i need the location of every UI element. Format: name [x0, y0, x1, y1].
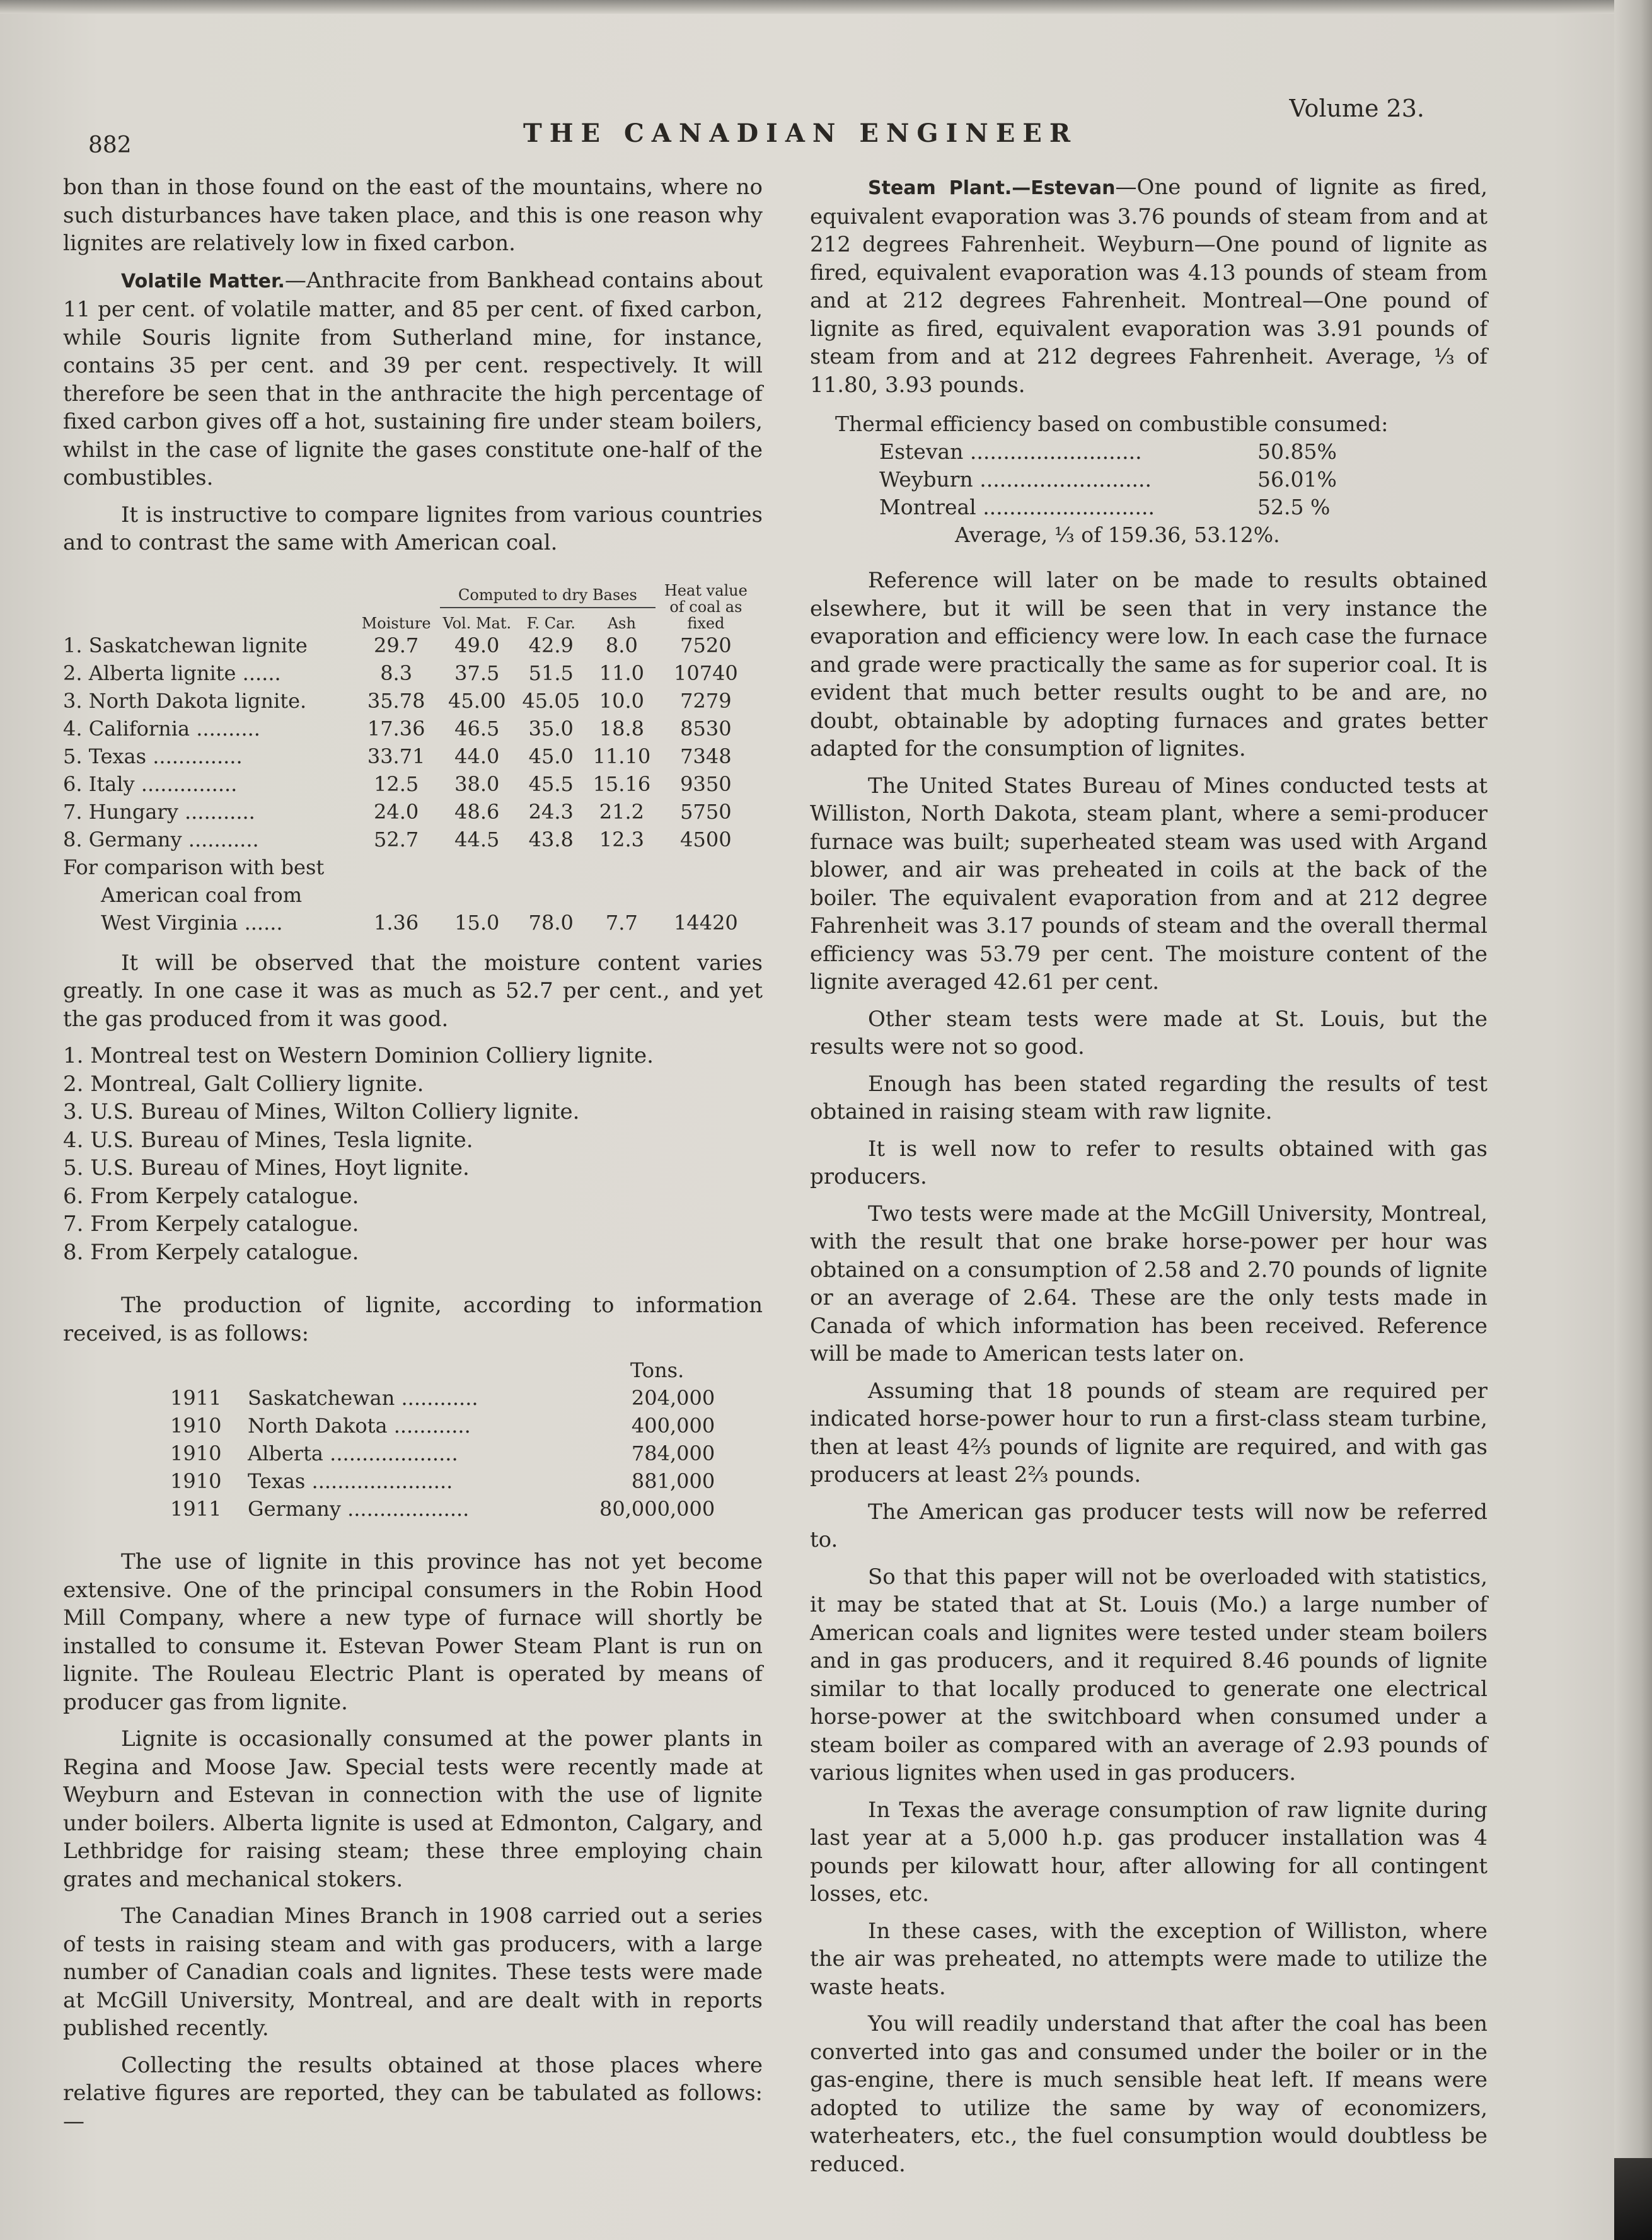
- thermal-efficiency-block: [835, 410, 1487, 549]
- paragraph-steam-plant: [810, 173, 1487, 399]
- table-cell-vol: 45.00: [448, 688, 506, 713]
- table-row: [63, 881, 756, 909]
- table-comparison-label: For comparison with best: [63, 855, 325, 879]
- table-cell-moisture: 12.5: [374, 771, 419, 796]
- table-cell-name: North Dakota ............: [248, 1414, 471, 1438]
- thermal-name: Montreal ..........................: [879, 495, 1155, 519]
- table-cell-vol: 49.0: [454, 633, 500, 657]
- table-row: [63, 632, 756, 659]
- table-row: [63, 826, 756, 853]
- paragraph: You will readily understand that after the coal has been converted into gas and consumed under the boiler or in the gas-engine, there is much sensible heat left. If means were adopted to utilize the same by way of economizers, waterheaters, etc., the fuel consumption would doubtless be reduced.: [810, 2011, 1487, 2177]
- table-cell-name: 8. Germany ...........: [63, 827, 259, 852]
- table-row: [63, 770, 756, 798]
- table-cell-vol: 46.5: [454, 716, 500, 741]
- section-heading: Volatile Matter.: [121, 270, 285, 292]
- table-cell-tons: 80,000,000: [599, 1497, 715, 1521]
- paragraph: Collecting the results obtained at those places where relative figures are reported, they can be tabulated as follows:—: [63, 2052, 763, 2134]
- table-row: [170, 1384, 726, 1412]
- table-cell-moisture: 24.0: [374, 799, 419, 824]
- table-cell-moisture: 33.71: [367, 744, 425, 768]
- notes-list: [63, 1042, 763, 1266]
- table-cell-heat: 7520: [680, 633, 732, 657]
- table-cell-fcar: 78.0: [528, 910, 574, 935]
- table-cell-name: 5. Texas ..............: [63, 744, 243, 768]
- table-row: [63, 687, 756, 715]
- paragraph: The production of lignite, according to information received, is as follows:: [63, 1293, 763, 1346]
- paragraph: The Canadian Mines Branch in 1908 carried out a series of tests in raising steam and with gas producers, with a large number of Canadian coals and lignites. These tests were made at McGill University, Montreal, and are dealt with in reports published recently.: [63, 1903, 763, 2041]
- table-cell-ash: 7.7: [605, 910, 638, 935]
- section-heading: Steam Plant.—Estevan: [868, 177, 1116, 199]
- table-cell-vol: 48.6: [454, 799, 500, 824]
- table-cell-heat: 7279: [680, 688, 732, 713]
- production-body: [170, 1384, 726, 1523]
- table-cell-fcar: 42.9: [528, 633, 574, 657]
- left-column: [63, 173, 763, 2144]
- list-item: 8. From Kerpely catalogue.: [63, 1239, 359, 1265]
- table-cell-heat: 4500: [680, 827, 732, 852]
- table-cell-tons: 400,000: [631, 1414, 715, 1438]
- table-cell-fcar: 51.5: [528, 661, 574, 685]
- table-cell-name: 2. Alberta lignite ......: [63, 661, 281, 685]
- table-cell-year: 1911: [170, 1386, 222, 1410]
- table-cell-vol: 44.5: [454, 827, 500, 852]
- table-cell-vol: 15.0: [454, 910, 500, 935]
- table-cell-vol: 44.0: [454, 744, 500, 768]
- table-header-ash: Ash: [607, 614, 636, 632]
- thermal-name: Weyburn ..........................: [879, 467, 1152, 492]
- table-cell-ash: 8.0: [605, 633, 638, 657]
- thermal-rows: [835, 438, 1487, 521]
- paragraph: bon than in those found on the east of the mountains, where no such disturbances have taken place, and this is one reason why lignites are relatively low in fixed carbon.: [63, 175, 763, 256]
- table-header-heat-value: Heat value of coal as fixed: [664, 581, 748, 632]
- table-row: [170, 1412, 726, 1440]
- table-header-moisture: Moisture: [361, 614, 431, 632]
- list-item: 1. Montreal test on Western Dominion Colliery lignite.: [63, 1043, 654, 1068]
- table-row: [63, 715, 756, 742]
- table-cell-tons: 204,000: [631, 1386, 715, 1410]
- table-header-vol-mat: Vol. Mat.: [442, 614, 512, 632]
- thermal-average: Average, ⅓ of 159.36, 53.12%.: [955, 522, 1280, 547]
- running-header: [88, 95, 1443, 164]
- table-row: [63, 659, 756, 687]
- table-cell-name: West Virginia ......: [101, 910, 283, 935]
- paragraph-text: —One pound of lignite as fired, equivalent evaporation was 3.76 pounds of steam from and at 212 degrees Fahrenheit. Weyburn—One pound of lignite as fired, equivalent evaporation was 4.13 pounds of steam from and at 212 degrees Fahrenheit. Montreal—One pound of lignite as fired, equivalent evaporation was 3.91 pounds of steam from and at 212 degrees Fahrenheit. Average, ⅓ of 11.80, 3.93 pounds.: [810, 175, 1487, 398]
- table-cell-blank: [170, 1356, 248, 1384]
- thermal-row: [879, 466, 1487, 494]
- table-cell-moisture: 17.36: [367, 716, 425, 741]
- paragraph: It is instructive to compare lignites from various countries and to contrast the same with American coal.: [63, 502, 763, 555]
- table-cell-name: 6. Italy ...............: [63, 771, 238, 796]
- table-cell-fcar: 45.0: [528, 744, 574, 768]
- table-row: [63, 853, 756, 881]
- thermal-value: 56.01%: [1257, 467, 1337, 492]
- table-header-row: [63, 582, 756, 608]
- table-row: [63, 909, 756, 937]
- table-cell-moisture: 1.36: [374, 910, 419, 935]
- page-top-edge: [0, 0, 1652, 14]
- table-cell-heat: 7348: [680, 744, 732, 768]
- thermal-value: 52.5 %: [1257, 495, 1331, 519]
- table-cell-ash: 12.3: [599, 827, 644, 852]
- table-row: [170, 1467, 726, 1495]
- paragraph: It is well now to refer to results obtained with gas producers.: [810, 1136, 1487, 1189]
- paragraph: It will be observed that the moisture content varies greatly. In one case it was as much as 52.7 per cent., and yet the gas produced from it was good.: [63, 950, 763, 1032]
- table-cell-fcar: 45.05: [522, 688, 581, 713]
- table-cell-heat: 14420: [673, 910, 738, 935]
- list-item: 7. From Kerpely catalogue.: [63, 1211, 359, 1237]
- list-item: 4. U.S. Bureau of Mines, Tesla lignite.: [63, 1127, 473, 1153]
- table-cell-name: Saskatchewan ............: [248, 1386, 478, 1410]
- table-cell-year: 1910: [170, 1441, 222, 1465]
- table-cell-ash: 10.0: [599, 688, 644, 713]
- table-cell-moisture: 35.78: [367, 688, 425, 713]
- paragraph: Lignite is occasionally consumed at the power plants in Regina and Moose Jaw. Special tests were recently made at Weyburn and Estevan in connection with the use of lignite under boilers. Alberta lignite is used at Edmonton, Calgary, and Lethbridge for raising steam; these three employing chain grates and mechanical stokers.: [63, 1726, 763, 1892]
- table-header-computed: Computed to dry Bases: [458, 586, 637, 604]
- table-cell-ash: 11.0: [599, 661, 644, 685]
- paragraph-volatile-matter: [63, 267, 763, 492]
- paragraph: In these cases, with the exception of Williston, where the air was preheated, no attempts were made to utilize the waste heats.: [810, 1918, 1487, 2000]
- table-cell-year: 1911: [170, 1497, 222, 1521]
- table-cell-name: 1. Saskatchewan lignite: [63, 633, 308, 657]
- paragraph: Reference will later on be made to results obtained elsewhere, but it will be seen that in very instance the evaporation and efficiency were low. In each case the furnace and grade were practically the same as for superior coal. It is evident that much better results ought to be and are, no doubt, obtainable by adopting furnaces and grates better adapted for the consumption of lignites.: [810, 568, 1487, 761]
- page-binding-edge: [1614, 0, 1652, 2240]
- table-cell-ash: 18.8: [599, 716, 644, 741]
- table-cell-tons: 784,000: [631, 1441, 715, 1465]
- table-cell-tons: 881,000: [631, 1469, 715, 1493]
- paragraph: In Texas the average consumption of raw lignite during last year at a 5,000 h.p. gas producer installation was 4 pounds per kilowatt hour, after allowing for all contingent losses, etc.: [810, 1797, 1487, 1907]
- volume-label: Volume 23.: [1289, 95, 1424, 122]
- table-body: [63, 632, 756, 853]
- production-table: [170, 1356, 726, 1523]
- table-cell-year: 1910: [170, 1414, 222, 1438]
- lignite-comparison-table: [63, 582, 756, 937]
- table-cell-moisture: 8.3: [380, 661, 413, 685]
- production-unit: Tons.: [630, 1358, 684, 1382]
- list-item: 5. U.S. Bureau of Mines, Hoyt lignite.: [63, 1155, 470, 1181]
- paragraph: The American gas producer tests will now be referred to.: [810, 1499, 1487, 1552]
- table-cell-name: Germany ...................: [248, 1497, 470, 1521]
- table-cell-ash: 15.16: [592, 771, 651, 796]
- table-cell-heat: 9350: [680, 771, 732, 796]
- table-row: [170, 1495, 726, 1523]
- paragraph: So that this paper will not be overloaded with statistics, it may be stated that at St. Louis (Mo.) a large number of American coals and lignites were tested under steam boilers and in gas producers, and it required 8.46 pounds of lignite similar to that locally produced to generate one electrical horse-power at the switchboard when consumed under a steam boiler as compared with an average of 2.93 pounds of various lignites when used in gas producers.: [810, 1564, 1487, 1786]
- paragraph: The United States Bureau of Mines conducted tests at Williston, North Dakota, steam plant, where a semi-producer furnace was built; superheated steam was used with Argand blower, and air was preheated in coils at the back of the boiler. The equivalent evaporation from and at 212 degree Fahrenheit was 3.17 pounds of steam and the overall thermal efficiency was 53.79 per cent. The moisture content of the lignite averaged 42.61 per cent.: [810, 773, 1487, 995]
- table-cell-heat: 10740: [673, 661, 738, 685]
- list-item: 3. U.S. Bureau of Mines, Wilton Colliery lignite.: [63, 1099, 580, 1124]
- thermal-value: 50.85%: [1257, 439, 1337, 464]
- right-column: [810, 173, 1487, 2187]
- table-row: [170, 1440, 726, 1467]
- table-header-blank: [63, 582, 352, 632]
- table-cell-ash: 21.2: [599, 799, 644, 824]
- table-cell-blank: [248, 1356, 599, 1384]
- paragraph: Assuming that 18 pounds of steam are required per indicated horse-power hour to run a first-class steam turbine, then at least 4⅔ pounds of lignite are required, and with gas producers at least 2⅔ pounds.: [810, 1378, 1487, 1487]
- table-row: [63, 742, 756, 770]
- table-comparison-label: American coal from: [101, 882, 303, 907]
- table-cell-name: 4. California ..........: [63, 716, 260, 741]
- table-cell-ash: 11.10: [592, 744, 651, 768]
- table-cell-vol: 38.0: [454, 771, 500, 796]
- table-cell-moisture: 29.7: [374, 633, 419, 657]
- table-cell-name: Texas ......................: [248, 1469, 453, 1493]
- table-cell-name: 7. Hungary ...........: [63, 799, 255, 824]
- table-cell-name: Alberta ....................: [248, 1441, 458, 1465]
- paragraph: Other steam tests were made at St. Louis, but the results were not so good.: [810, 1006, 1487, 1059]
- thermal-row: [879, 494, 1487, 521]
- paragraph: Two tests were made at the McGill University, Montreal, with the result that one brake horse-power per hour was obtained on a consumption of 2.58 and 2.70 pounds of lignite or an average of 2.64. These are the only tests made in Canada of which information has been received. Reference will be made to American tests later on.: [810, 1201, 1487, 1366]
- table-cell-name: 3. North Dakota lignite.: [63, 688, 307, 713]
- page-number: 882: [88, 132, 132, 158]
- list-item: 2. Montreal, Galt Colliery lignite.: [63, 1071, 424, 1097]
- thermal-row: [879, 438, 1487, 466]
- table-row: [63, 798, 756, 826]
- table-cell-fcar: 43.8: [528, 827, 574, 852]
- table-cell-heat: 5750: [680, 799, 732, 824]
- table-cell-year: 1910: [170, 1469, 222, 1493]
- list-item: 6. From Kerpely catalogue.: [63, 1183, 359, 1209]
- table-cell-fcar: 35.0: [528, 716, 574, 741]
- paragraph: The use of lignite in this province has not yet become extensive. One of the principal consumers in the Robin Hood Mill Company, where a new type of furnace will shortly be installed to consume it. Estevan Power Steam Plant is run on lignite. The Rouleau Electric Plant is operated by means of producer gas from lignite.: [63, 1549, 763, 1715]
- table-cell-vol: 37.5: [454, 661, 500, 685]
- journal-title: THE CANADIAN ENGINEER: [523, 118, 1078, 148]
- table-cell-fcar: 45.5: [528, 771, 574, 796]
- paragraph: Enough has been stated regarding the results of test obtained in raising steam with raw lignite.: [810, 1071, 1487, 1124]
- thermal-title: Thermal efficiency based on combustible consumed:: [835, 412, 1389, 436]
- paragraph-text: —Anthracite from Bankhead contains about 11 per cent. of volatile matter, and 85 per cent. of fixed carbon, while Souris lignite from Sutherland mine, for instance, contains 35 per cent. and 39 per cent. respectively. It will therefore be seen that in the anthracite the high percentage of fixed carbon gives off a hot, sustaining fire under steam boilers, whilst in the case of lignite the gases constitute one-half of the combustibles.: [63, 267, 763, 490]
- table-cell-fcar: 24.3: [528, 799, 574, 824]
- table-cell-heat: 8530: [680, 716, 732, 741]
- table-cell-moisture: 52.7: [374, 827, 419, 852]
- table-header-fixed-carbon: F. Car.: [526, 614, 575, 632]
- table-row: [170, 1356, 726, 1384]
- thermal-name: Estevan ..........................: [879, 439, 1142, 464]
- page-corner-shadow: [1614, 2158, 1652, 2240]
